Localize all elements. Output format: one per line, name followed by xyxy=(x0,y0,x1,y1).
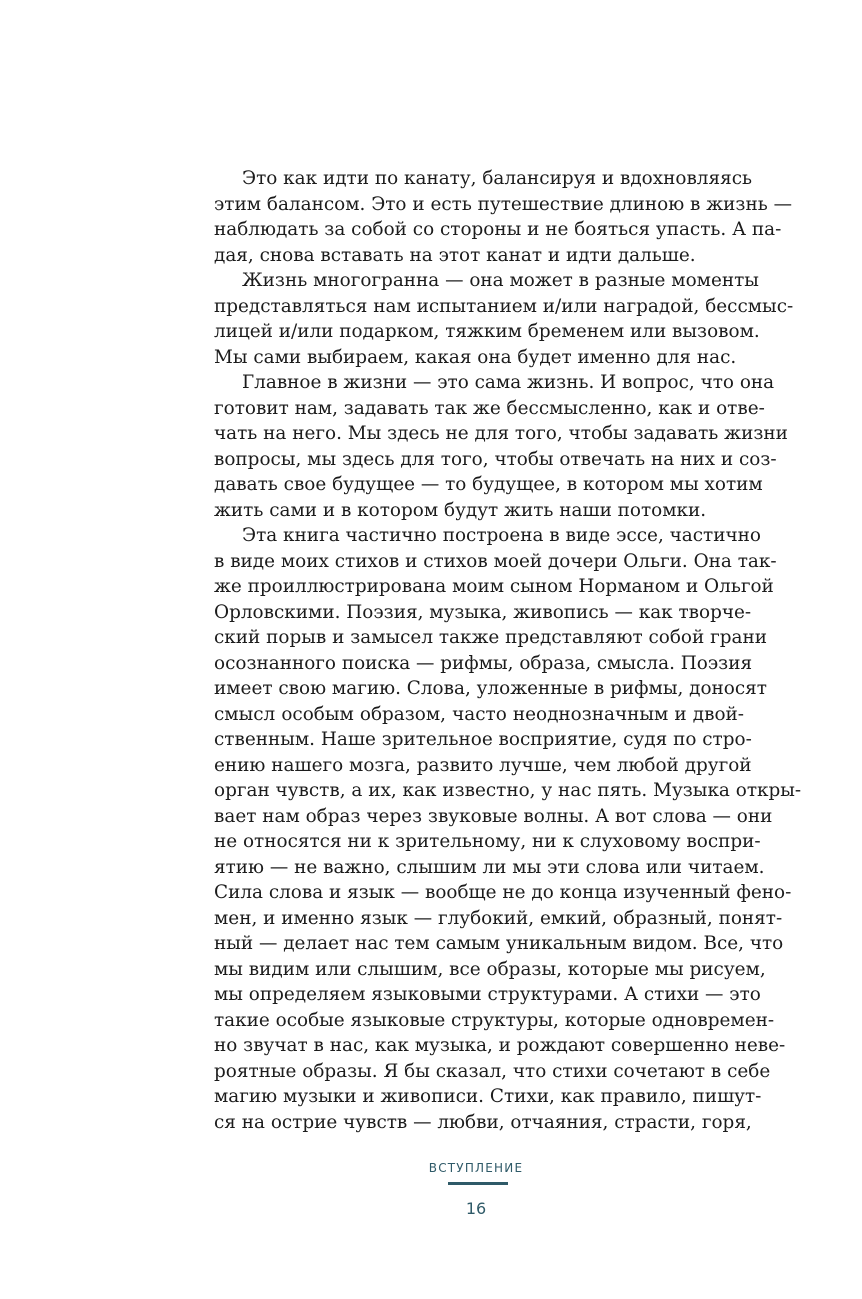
text-line: мен, и именно язык — глубокий, емкий, образный, понят- xyxy=(214,907,783,929)
text-line: Жизнь многогранна — она может в разные моменты xyxy=(242,270,759,291)
paragraph-4 xyxy=(214,523,802,1135)
text-line: представляться нам испытанием и/или наградой, бессмыс- xyxy=(214,295,794,317)
text-line: магию музыки и живописи. Стихи, как правило, пишут- xyxy=(214,1086,762,1107)
text-line: но звучат в нас, как музыка, и рождают совершенно неве- xyxy=(214,1035,786,1056)
text-line: этим балансом. Это и есть путешествие длиною в жизнь — xyxy=(214,193,792,215)
text-line: же проиллюстрирована моим сыном Норманом и Ольгой xyxy=(214,576,774,597)
paragraph-1 xyxy=(214,166,792,268)
paragraph-2 xyxy=(214,268,794,370)
text-line: мы определяем языковыми структурами. А стихи — это xyxy=(214,984,761,1005)
text-line: мы видим или слышим, все образы, которые мы рисуем, xyxy=(214,958,766,980)
text-line: дая, снова вставать на этот канат и идти дальше. xyxy=(214,244,696,266)
text-line: роятные образы. Я бы сказал, что стихи сочетают в себе xyxy=(214,1060,771,1082)
page-number: 16 xyxy=(465,1199,487,1218)
text-line: Это как идти по канату, балансируя и вдохновляясь xyxy=(242,168,753,189)
text-line: орган чувств, а их, как известно, у нас пять. Музыка откры- xyxy=(214,780,802,801)
text-line: такие особые языковые структуры, которые одновремен- xyxy=(214,1009,775,1031)
text-line: Эта книга частично построена в виде эссе, частично xyxy=(242,525,761,546)
text-line: в виде моих стихов и стихов моей дочери Ольги. Она так- xyxy=(214,550,777,572)
text-line: готовит нам, задавать так же бессмысленно, как и отве- xyxy=(214,397,765,419)
text-line: ятию — не важно, слышим ли мы эти слова или читаем. xyxy=(214,856,765,878)
text-line: осознанного поиска — рифмы, образа, смысла. Поэзия xyxy=(214,652,753,674)
text-line: смысл особым образом, часто неоднозначным и двой- xyxy=(214,703,744,725)
text-line: жить сами и в котором будут жить наши потомки. xyxy=(214,499,707,521)
section-title: ВСТУПЛЕНИЕ xyxy=(428,1161,524,1175)
section-divider xyxy=(448,1182,508,1185)
text-line: имеет свою магию. Слова, уложенные в рифмы, доносят xyxy=(214,678,767,699)
text-line: ный — делает нас тем самым уникальным видом. Все, что xyxy=(214,933,784,954)
text-line: Орловскими. Поэзия, музыка, живопись — как творче- xyxy=(214,601,752,623)
text-line: ственным. Наше зрительное восприятие, судя по стро- xyxy=(214,729,752,750)
text-line: вает нам образ через звуковые волны. А вот слова — они xyxy=(214,805,773,827)
text-line: Главное в жизни — это сама жизнь. И вопрос, что она xyxy=(242,372,775,393)
text-line: Сила слова и язык — вообще не до конца изученный фено- xyxy=(214,882,792,903)
text-line: ению нашего мозга, развито лучше, чем любой другой xyxy=(214,754,752,776)
text-line: чать на него. Мы здесь не для того, чтобы задавать жизни xyxy=(214,423,788,444)
text-line: давать свое будущее — то будущее, в котором мы хотим xyxy=(214,474,763,495)
text-line: лицей и/или подарком, тяжким бременем или вызовом. xyxy=(214,321,760,342)
paragraph-3 xyxy=(214,370,788,523)
text-line: не относятся ни к зрительному, ни к слуховому воспри- xyxy=(214,831,761,852)
text-line: вопросы, мы здесь для того, чтобы отвечать на них и соз- xyxy=(214,448,777,470)
text-line: Мы сами выбираем, какая она будет именно для нас. xyxy=(214,346,737,368)
text-line: наблюдать за собой со стороны и не бояться упасть. А па- xyxy=(214,219,782,240)
text-line: ся на острие чувств — любви, отчаяния, страсти, горя, xyxy=(214,1111,752,1133)
body-text xyxy=(214,166,802,1135)
text-line: ский порыв и замысел также представляют собой грани xyxy=(214,627,767,648)
